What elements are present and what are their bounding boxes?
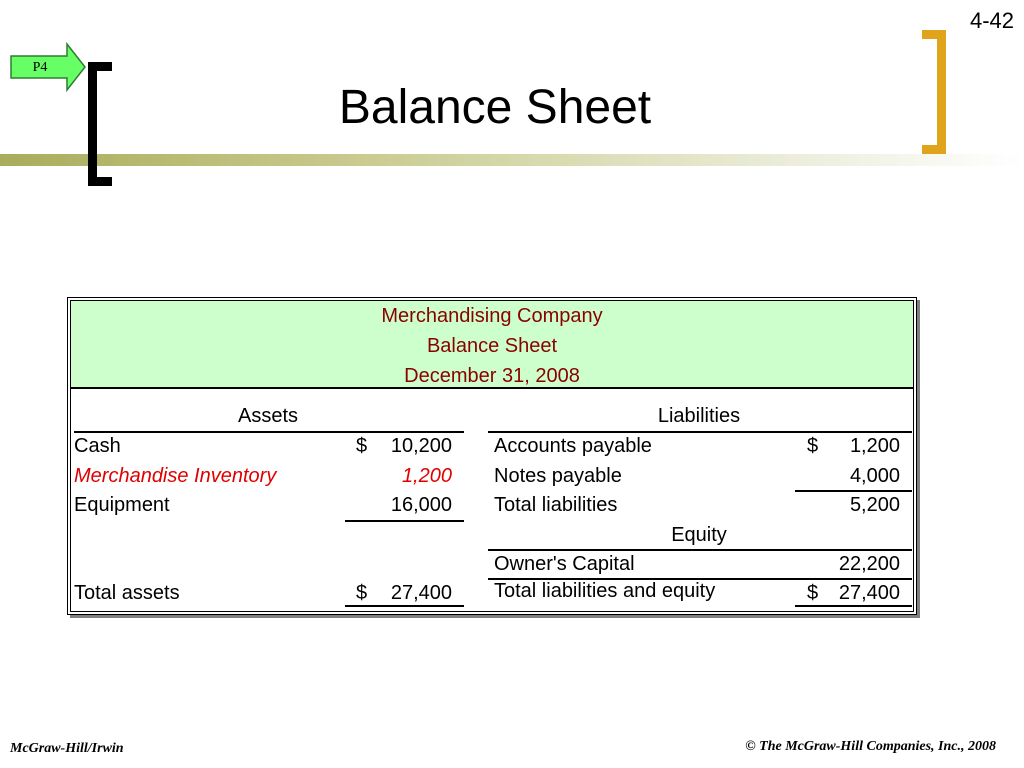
asset-label: Merchandise Inventory	[74, 465, 277, 487]
asset-currency: $	[356, 435, 368, 457]
rule	[488, 431, 912, 433]
liability-amount: 4,000	[849, 465, 900, 487]
asset-amount: 10,200	[390, 435, 452, 457]
statement-name: Balance Sheet	[426, 335, 558, 357]
rule	[488, 549, 912, 551]
total-liabilities-label: Total liabilities	[494, 494, 618, 516]
company-name: Merchandising Company	[381, 305, 603, 327]
rule	[795, 490, 912, 492]
liability-label: Accounts payable	[494, 435, 652, 457]
statement-date: December 31, 2008	[404, 365, 580, 387]
rule	[345, 520, 464, 522]
liability-amount: 1,200	[849, 435, 900, 457]
rule	[795, 605, 912, 607]
equity-amount: 22,200	[838, 553, 900, 575]
assets-header: Assets	[237, 405, 299, 427]
liability-currency: $	[807, 435, 819, 457]
equity-label: Owner's Capital	[494, 553, 635, 575]
footer-left: McGraw-Hill/Irwin	[10, 741, 124, 756]
liability-label: Notes payable	[494, 465, 622, 487]
total-liabilities-amount: 5,200	[849, 494, 900, 516]
slide-number: 4-42	[969, 8, 1014, 33]
balance-sheet-table	[67, 297, 917, 615]
badge-label: P4	[32, 60, 48, 75]
total-liab-equity-currency: $	[807, 582, 819, 604]
liabilities-header: Liabilities	[657, 405, 741, 427]
rule	[74, 431, 464, 433]
decorative-bar	[0, 154, 1024, 166]
slide-title: Balance Sheet	[338, 81, 652, 134]
total-assets-label: Total assets	[74, 582, 180, 604]
footer-right: © The McGraw-Hill Companies, Inc., 2008	[745, 739, 996, 754]
asset-amount: 16,000	[390, 494, 452, 516]
total-assets-currency: $	[356, 582, 368, 604]
total-liab-equity-label: Total liabilities and equity	[494, 580, 716, 602]
asset-amount: 1,200	[401, 465, 452, 487]
equity-header: Equity	[671, 524, 727, 546]
asset-label: Equipment	[74, 494, 170, 516]
statement-header	[71, 301, 913, 389]
rule	[345, 605, 464, 607]
total-liab-equity-amount: 27,400	[838, 582, 900, 604]
total-assets-amount: 27,400	[390, 582, 452, 604]
asset-label: Cash	[74, 435, 121, 457]
